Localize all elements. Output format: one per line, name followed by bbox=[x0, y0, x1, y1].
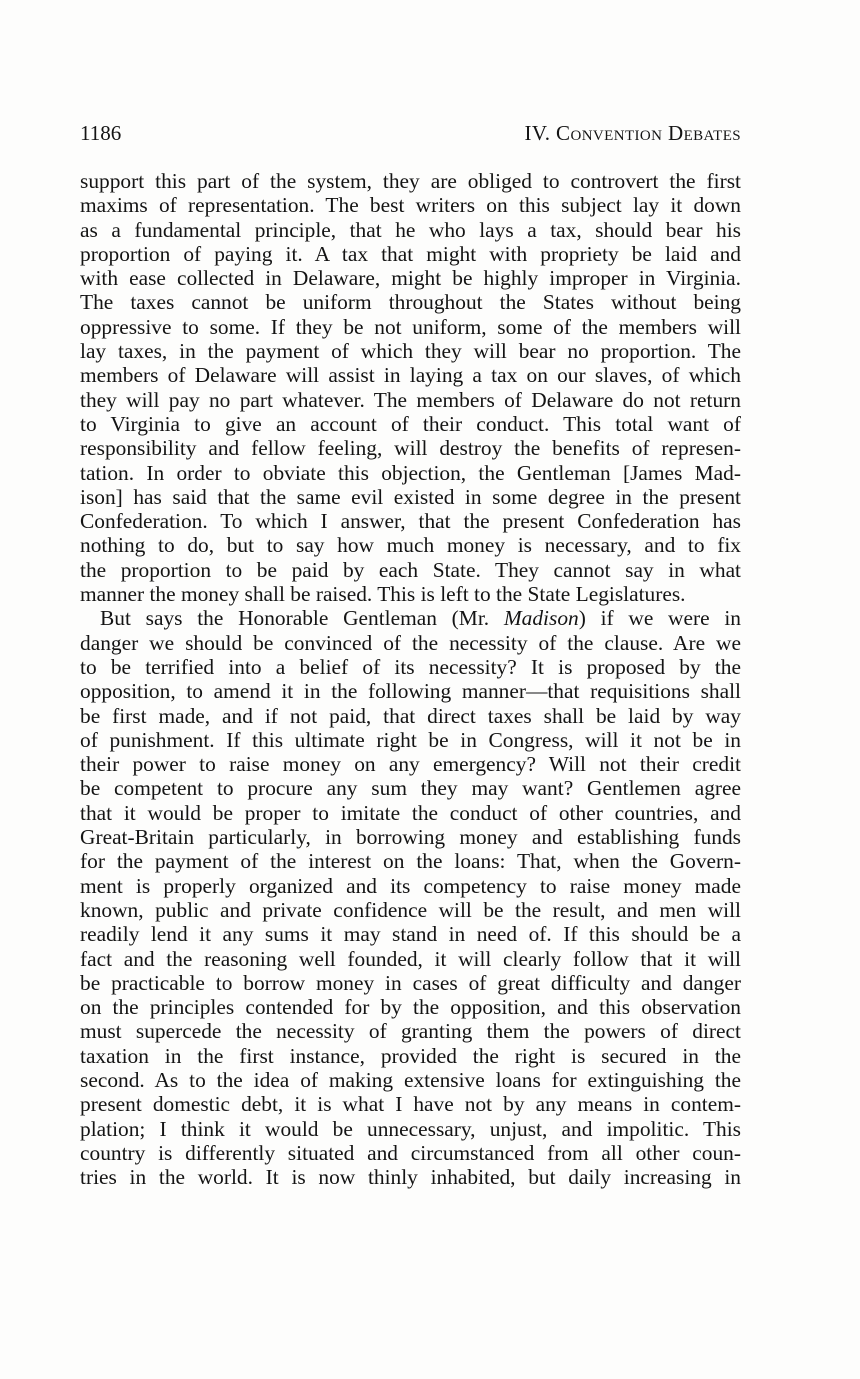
text-line: that it would be proper to imitate the conduct of other countries, and bbox=[80, 800, 741, 825]
text-line: country is differently situated and circumstanced from all other coun- bbox=[80, 1140, 741, 1165]
text-line: on the principles contended for by the opposition, and this observation bbox=[80, 995, 741, 1020]
text-line: responsibility and fellow feeling, will destroy the benefits of represen- bbox=[80, 436, 741, 461]
text-line: be first made, and if not paid, that direct taxes shall be laid by way bbox=[80, 703, 741, 728]
text-line: danger we should be convinced of the necessity of the clause. Are we bbox=[80, 630, 741, 655]
paragraph-start-line bbox=[80, 606, 741, 630]
text-line: tation. In order to obviate this objection, the Gentleman [James Mad- bbox=[80, 460, 741, 485]
text-line: second. As to the idea of making extensive loans for extinguishing the bbox=[80, 1067, 741, 1092]
body-text bbox=[80, 169, 741, 1189]
text-line: of punishment. If this ultimate right be in Congress, will it not be in bbox=[80, 727, 741, 752]
text-fragment: But says the Honorable Gentleman (Mr. bbox=[100, 606, 504, 631]
text-line: to Virginia to give an account of their conduct. This total want of bbox=[80, 411, 741, 436]
text-line: fact and the reasoning well founded, it will clearly follow that it will bbox=[80, 946, 741, 971]
text-line: Great-Britain particularly, in borrowing money and establishing funds bbox=[80, 825, 741, 850]
text-line: ison] has said that the same evil existed in some degree in the present bbox=[80, 484, 741, 509]
italic-name: Madison bbox=[503, 606, 579, 631]
text-line: their power to raise money on any emergency? Will not their credit bbox=[80, 752, 741, 777]
text-line: be practicable to borrow money in cases of great difficulty and danger bbox=[80, 970, 741, 995]
page-number: 1186 bbox=[80, 121, 122, 145]
text-line: oppressive to some. If they be not uniform, some of the members will bbox=[80, 314, 741, 339]
text-line: support this part of the system, they are obliged to controvert the first bbox=[80, 169, 741, 193]
text-line: must supercede the necessity of granting them the powers of direct bbox=[80, 1019, 741, 1044]
text-line: The taxes cannot be uniform throughout the States without being bbox=[80, 290, 741, 315]
text-line: they will pay no part whatever. The members of Delaware do not return bbox=[80, 387, 741, 412]
text-line: Confederation. To which I answer, that the present Confederation has bbox=[80, 509, 741, 534]
text-line: tries in the world. It is now thinly inhabited, but daily increasing in bbox=[80, 1165, 741, 1190]
text-line: opposition, to amend it in the following manner—that requisitions shall bbox=[80, 679, 741, 704]
section-title: IV. Convention Debates bbox=[524, 121, 741, 145]
text-line: ment is properly organized and its competency to raise money made bbox=[80, 873, 741, 898]
text-line: for the payment of the interest on the loans: That, when the Govern- bbox=[80, 849, 741, 874]
text-line: readily lend it any sums it may stand in need of. If this should be a bbox=[80, 922, 741, 947]
text-line: to be terrified into a belief of its necessity? It is proposed by the bbox=[80, 654, 741, 679]
text-line: present domestic debt, it is what I have not by any means in contem- bbox=[80, 1092, 741, 1117]
text-line: manner the money shall be raised. This is left to the State Legislatures. bbox=[80, 582, 686, 607]
text-fragment: ) if we were in bbox=[578, 606, 741, 631]
text-line: taxation in the first instance, provided the right is secured in the bbox=[80, 1043, 741, 1068]
running-head bbox=[80, 118, 741, 148]
text-line: be competent to procure any sum they may want? Gentlemen agree bbox=[80, 776, 741, 801]
text-line: as a fundamental principle, that he who lays a tax, should bear his bbox=[80, 217, 741, 242]
text-line: lay taxes, in the payment of which they will bear no proportion. The bbox=[80, 339, 741, 364]
text-line: plation; I think it would be unnecessary, unjust, and impolitic. This bbox=[80, 1116, 741, 1141]
text-line: maxims of representation. The best writers on this subject lay it down bbox=[80, 193, 741, 218]
text-line: with ease collected in Delaware, might be highly improper in Virginia. bbox=[80, 266, 741, 291]
text-line: members of Delaware will assist in laying a tax on our slaves, of which bbox=[80, 363, 741, 388]
text-line: known, public and private confidence will be the result, and men will bbox=[80, 897, 741, 922]
text-line: the proportion to be paid by each State. They cannot say in what bbox=[80, 557, 741, 582]
text-line: nothing to do, but to say how much money is necessary, and to fix bbox=[80, 533, 741, 558]
text-line: proportion of paying it. A tax that might with propriety be laid and bbox=[80, 241, 741, 266]
